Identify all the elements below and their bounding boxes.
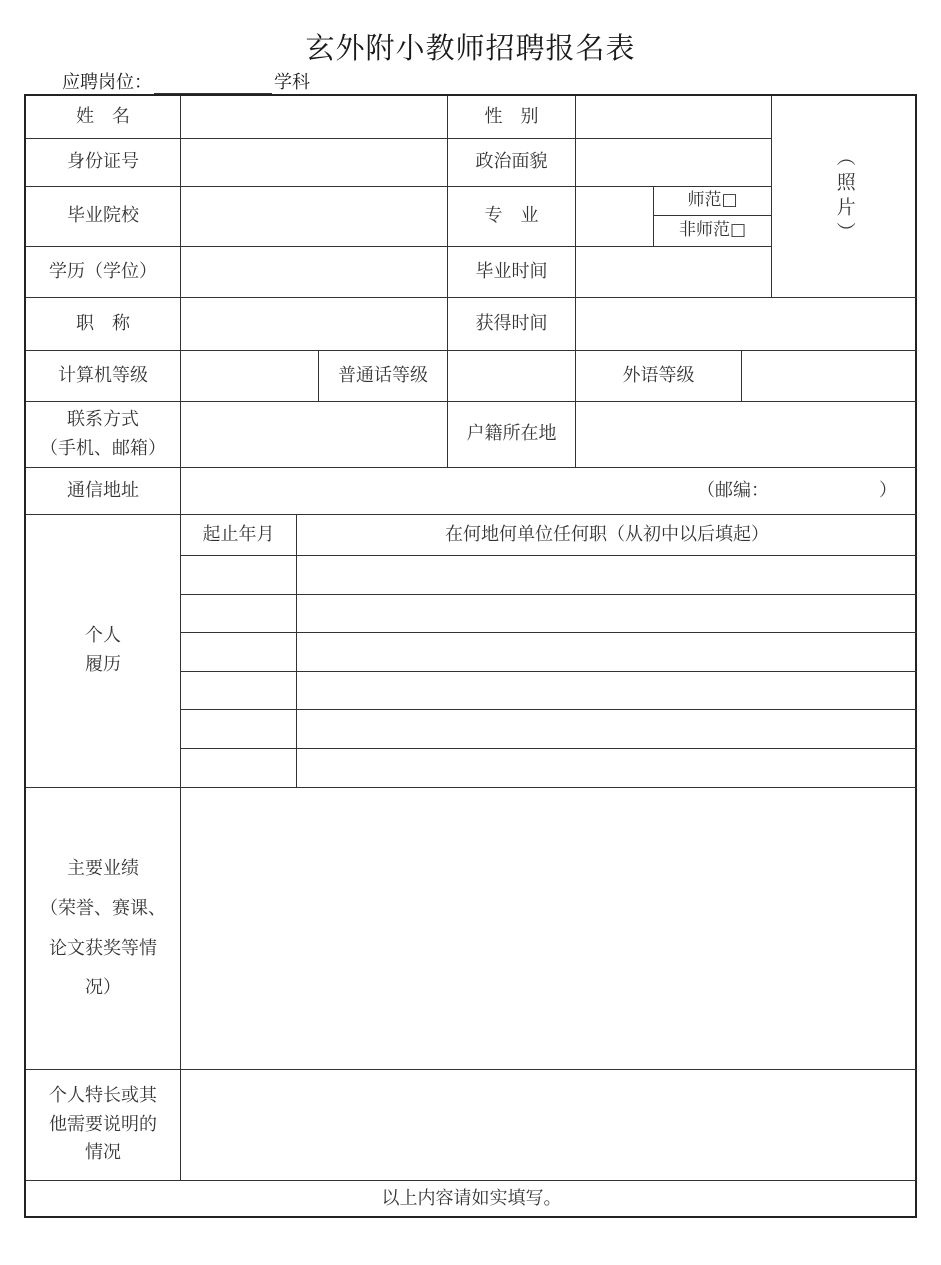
resume-position-cell[interactable] <box>297 710 917 749</box>
grad-time-label: 毕业时间 <box>448 247 576 298</box>
specialty-field[interactable] <box>181 1070 917 1181</box>
name-label: 姓 名 <box>26 96 181 139</box>
resume-period-cell[interactable] <box>181 633 297 672</box>
postal-code-hint: （邮编： ） <box>697 479 897 501</box>
footer-note: 以上内容请如实填写。 <box>381 1188 562 1210</box>
id-number-field[interactable] <box>181 139 448 187</box>
resume-position-cell[interactable] <box>297 556 917 595</box>
contact-label: 联系方式 （手机、邮箱） <box>26 402 181 468</box>
resume-position-cell[interactable] <box>297 633 917 672</box>
political-status-label: 政治面貌 <box>448 139 576 187</box>
resume-label: 个人 履历 <box>26 515 181 788</box>
major-field[interactable] <box>576 187 654 247</box>
computer-level-field[interactable] <box>181 351 319 402</box>
contact-field[interactable] <box>181 402 448 468</box>
gender-label: 性 别 <box>448 96 576 139</box>
resume-period-cell[interactable] <box>181 556 297 595</box>
political-status-field[interactable] <box>576 139 772 187</box>
mandarin-level-label: 普通话等级 <box>319 351 448 402</box>
position-label: 应聘岗位： <box>62 72 152 93</box>
obtain-time-field[interactable] <box>576 298 917 351</box>
resume-position-cell[interactable] <box>297 749 917 788</box>
title-rank-label: 职 称 <box>26 298 181 351</box>
achievements-field[interactable] <box>181 788 917 1070</box>
education-label: 学历（学位） <box>26 247 181 298</box>
resume-period-cell[interactable] <box>181 672 297 710</box>
major-label: 专 业 <box>448 187 576 247</box>
normal-checkbox[interactable]: 师范□ <box>654 187 772 216</box>
foreign-level-label: 外语等级 <box>576 351 742 402</box>
school-label: 毕业院校 <box>26 187 181 247</box>
position-blank[interactable] <box>154 77 272 94</box>
computer-level-label: 计算机等级 <box>26 351 181 402</box>
school-field[interactable] <box>181 187 448 247</box>
achievements-label: 主要业绩 （荣誉、赛课、 论文获奖等情 况） <box>26 788 181 1070</box>
resume-period-cell[interactable] <box>181 749 297 788</box>
subject-suffix: 学科 <box>274 72 310 93</box>
title-rank-field[interactable] <box>181 298 448 351</box>
resume-position-cell[interactable] <box>297 672 917 710</box>
resume-period-cell[interactable] <box>181 710 297 749</box>
address-label: 通信地址 <box>26 468 181 515</box>
specialty-label: 个人特长或其 他需要说明的 情况 <box>26 1070 181 1181</box>
foreign-level-field[interactable] <box>742 351 917 402</box>
photo-box[interactable]: （照片） <box>772 96 917 298</box>
hukou-label: 户籍所在地 <box>448 402 576 468</box>
resume-col-period: 起止年月 <box>181 515 297 556</box>
grad-time-field[interactable] <box>576 247 772 298</box>
position-line <box>62 68 310 94</box>
registration-form <box>24 94 917 1218</box>
form-title: 玄外附小教师招聘报名表 <box>305 31 636 65</box>
obtain-time-label: 获得时间 <box>448 298 576 351</box>
resume-position-cell[interactable] <box>297 595 917 633</box>
gender-field[interactable] <box>576 96 772 139</box>
name-field[interactable] <box>181 96 448 139</box>
id-number-label: 身份证号 <box>26 139 181 187</box>
resume-col-position: 在何地何单位任何职（从初中以后填起） <box>297 515 917 556</box>
address-field[interactable] <box>181 468 917 515</box>
resume-period-cell[interactable] <box>181 595 297 633</box>
non-normal-checkbox[interactable]: 非师范□ <box>654 216 772 247</box>
hukou-field[interactable] <box>576 402 917 468</box>
mandarin-level-field[interactable] <box>448 351 576 402</box>
education-field[interactable] <box>181 247 448 298</box>
